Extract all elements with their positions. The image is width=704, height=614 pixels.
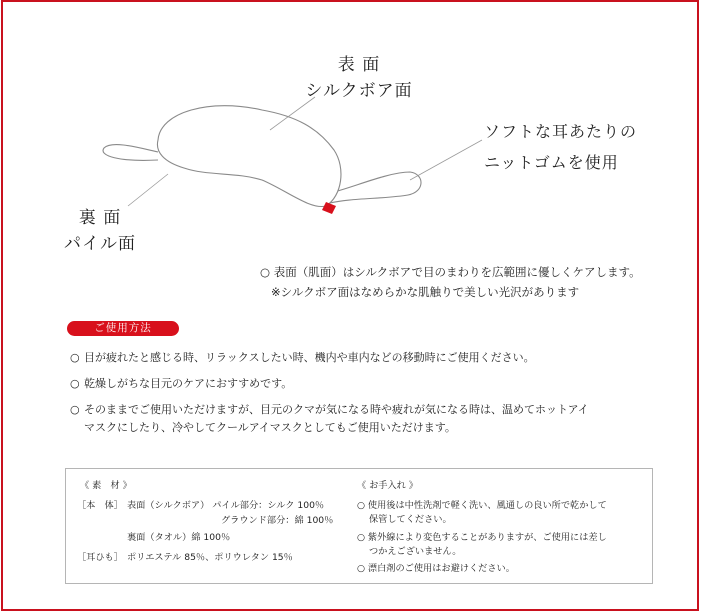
- materials-line-1: 表面（シルクボア） パイル部分：シルク 100％: [127, 500, 325, 511]
- right-label-line-2: ニットゴムを使用: [484, 153, 619, 172]
- right-label-line-1: ソフトな耳あたりの: [484, 122, 638, 141]
- top-label-line-2: シルクボア面: [305, 81, 413, 101]
- materials-heading: 《 素 材 》: [80, 480, 132, 491]
- top-label-line-1: 表 面: [337, 55, 381, 75]
- care-item-1-line-2: 保管してください。: [369, 514, 452, 525]
- top-label: [300, 52, 418, 104]
- care-item-2-line-1: ○ 紫外線により変色することがありますが、ご使用には差し: [357, 532, 607, 543]
- materials-line-2: グラウンド部分：綿 100％: [221, 515, 334, 526]
- materials-body-label: ［本 体］: [77, 500, 123, 511]
- materials-ear-value: ポリエステル 85％、ポリウレタン 15％: [127, 552, 293, 563]
- surface-note-line-1: ○ 表面（肌面）はシルクボアで目のまわりを広範囲に優しくケアします。: [260, 265, 641, 279]
- surface-note-line-2: ※シルクボア面はなめらかな肌触りで美しい光沢があります: [271, 285, 580, 299]
- howto-title-badge: ご使用方法: [67, 321, 179, 336]
- right-label: [484, 116, 637, 178]
- left-label-line-2: パイル面: [64, 234, 136, 254]
- left-label: [55, 205, 145, 257]
- howto-item-1-text: 目が疲れたと感じる時、リラックスしたい時、機内や車内などの移動時にご使用ください。: [84, 351, 535, 364]
- materials-ear-label: ［耳ひも］: [77, 552, 123, 563]
- bullet-icon: ○: [70, 403, 80, 416]
- care-item-3: [357, 562, 515, 576]
- materials-line-3: 裏面（タオル）綿 100％: [127, 532, 231, 543]
- surface-note: [260, 262, 641, 302]
- bullet-icon: ○: [70, 351, 80, 364]
- howto-item-3-text-2: マスクにしたり、冷やしてクールアイマスクとしてもご使用いただけます。: [84, 421, 456, 434]
- care-heading: 《 お手入れ 》: [357, 480, 418, 491]
- care-item-2-line-2: つかえございません。: [369, 546, 462, 557]
- howto-item-2: [70, 375, 292, 393]
- care-item-1: [357, 499, 607, 527]
- howto-item-1: [70, 349, 535, 367]
- care-item-2: [357, 531, 607, 559]
- howto-item-3-text-1: そのままでご使用いただけますが、目元のクマが気になる時や疲れが気になる時は、温めてホットアイ: [84, 403, 589, 416]
- care-item-1-line-1: ○ 使用後は中性洗剤で軽く洗い、風通しの良い所で乾かして: [357, 500, 607, 511]
- bullet-icon: ○: [70, 377, 80, 390]
- care-item-3-line-1: ○ 漂白剤のご使用はお避けください。: [357, 563, 515, 574]
- howto-item-3: [70, 401, 589, 437]
- left-label-line-1: 裏 面: [78, 208, 122, 228]
- howto-item-2-text: 乾燥しがちな目元のケアにおすすめです。: [84, 377, 293, 390]
